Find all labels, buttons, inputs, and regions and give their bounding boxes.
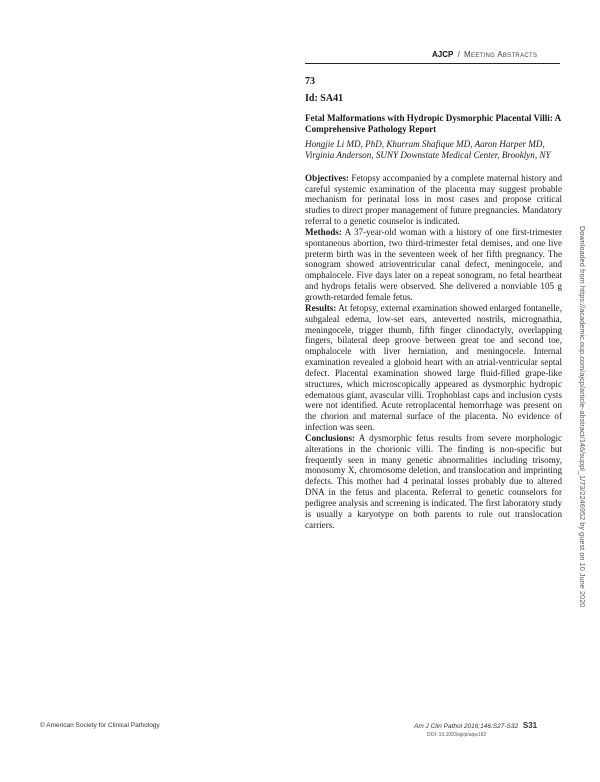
copyright-notice: © American Society for Clinical Pathology xyxy=(40,722,160,729)
results-label: Results: xyxy=(305,302,337,313)
objectives-text: Fetopsy accompanied by a complete maternal history and careful systemic examination of the placenta may suggest probable mechanism for perinatal loss in most cases and propose critical studies to direct proper management of future pregnancies. Mandatory referral to a genetic counselor is indicated. xyxy=(305,172,562,227)
journal-name: AJCP xyxy=(432,50,454,59)
section-name: Meeting Abstracts xyxy=(464,50,538,59)
methods-text: A 37-year-old woman with a history of one first-trimester spontaneous abortion, two third-trimester fetal demises, and one live preterm birth was in the seventeen week of her fifth pregnancy. The sonogram showed atrioventricular canal defect, meningocele, and omphalocele. Five days later on a repeat sonogram, no fetal heartbeat and hydrops fetalis were observed. She delivered a nonviable 105 g growth-retarded female fetus. xyxy=(305,226,562,302)
abstract-authors: Hongjie Li MD, PhD, Khurram Shafique MD, Aaron Harper MD, Virginia Anderson, SUNY Downstate Medical Center, Brooklyn, NY xyxy=(305,138,551,160)
abstract-id: Id: SA41 xyxy=(305,92,344,104)
abstract-title: Fetal Malformations with Hydropic Dysmorphic Placental Villi: A Comprehensive Pathology Report xyxy=(305,112,561,134)
page-number: S31 xyxy=(522,721,538,730)
conclusions-text: A dysmorphic fetus results from severe morphologic alterations in the chorionic villi. The finding is non-specific but frequently seen in many genetic abnormalities including trisomy, monosomy X, chromosome deletion, and translocation and imprinting defects. This mother had 4 perinatal losses probably due to altered DNA in the fetus and placenta. Referral to genetic counselors for pedigree analysis and screening is indicated. The first laboratory study is usually a karyotype on both parents to rule out translocation carriers. xyxy=(305,432,563,530)
objectives-paragraph xyxy=(305,173,562,227)
results-paragraph xyxy=(305,303,562,433)
header-separator: / xyxy=(457,50,460,59)
abstract xyxy=(305,77,562,531)
results-text: At fetopsy, external examination showed enlarged fontanelle, subgaleal edema, low-set ears, anteverted nostrils, micrognathia, meningocele, trigger thumb, fifth finger clinodactyly, overlapping fingers, bilateral deep groove between great toe and second toe, omphalocele with liver herniation, and meningocele. Internal examination revealed a globoid heart with an atrial-ventricular septal defect. Placental examination showed large fluid-filled grape-like structures, which microscopically appeared as dysmorphic hydropic edematous giant, avascular villi. Trophoblast caps and inclusion cysts were not identified. Acute retroplacental hemorrhage was present on the chorion and maternal surface of the placenta. No evidence of infection was seen. xyxy=(305,302,562,433)
download-notice: Downloaded from https://academic.oup.com/ajcp/article-abstract/146/suppl_1/73/2246952 by guest on 10 June 2020 xyxy=(578,226,587,608)
journal-citation: Am J Clin Pathol 2016;146:S27-S32 xyxy=(414,723,519,730)
doi: DOI: 10.1093/ajcp/aqw162 xyxy=(427,732,487,738)
objectives-label: Objectives: xyxy=(305,172,349,183)
methods-paragraph xyxy=(305,227,562,303)
conclusions-paragraph xyxy=(305,433,562,531)
conclusions-label: Conclusions: xyxy=(305,432,356,443)
header-rule xyxy=(305,63,560,64)
footer-citation-block xyxy=(414,721,564,738)
abstract-number: 73 xyxy=(305,76,315,87)
methods-label: Methods: xyxy=(305,226,342,237)
running-header xyxy=(432,50,560,59)
